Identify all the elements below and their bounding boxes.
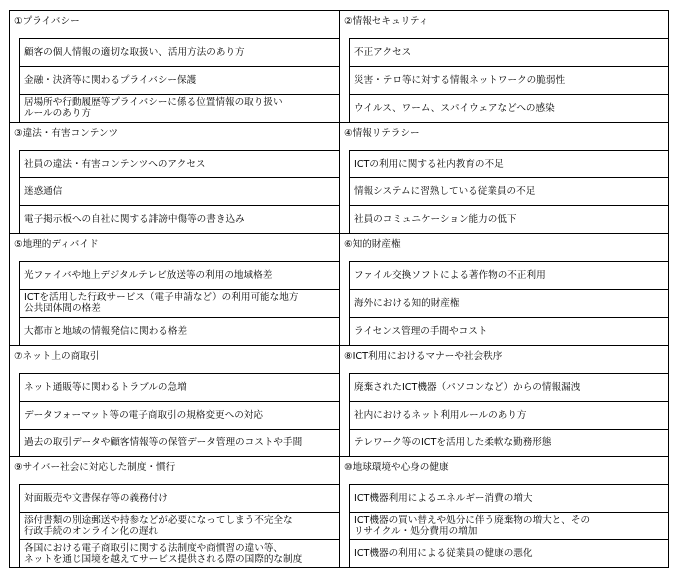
list-item: データフォーマット等の電子商取引の規格変更への対応 bbox=[20, 401, 339, 429]
item-list bbox=[349, 261, 668, 345]
section-geographic-divide bbox=[9, 233, 339, 345]
list-item: 大都市と地域の情報発信に関わる格差 bbox=[20, 317, 339, 345]
section-title: ⑧ICT利用におけるマナーや社会秩序 bbox=[344, 350, 503, 362]
issues-table bbox=[9, 10, 669, 568]
item-list bbox=[19, 150, 339, 234]
item-list bbox=[349, 484, 668, 567]
list-item: テレワーク等のICTを活用した柔軟な勤務形態 bbox=[350, 429, 668, 457]
list-item: 迷惑通信 bbox=[20, 177, 339, 205]
list-item: 社員の違法・有害コンテンツへのアクセス bbox=[20, 150, 339, 178]
list-item: ICT機器の利用による従業員の健康の悪化 bbox=[350, 539, 668, 567]
list-item: 光ファイバや地上デジタルテレビ放送等の利用の地域格差 bbox=[20, 261, 339, 289]
list-item: 情報システムに習熟している従業員の不足 bbox=[350, 177, 668, 205]
list-item: 社員のコミュニケーション能力の低下 bbox=[350, 205, 668, 233]
section-title: ⑥知的財産権 bbox=[344, 239, 401, 251]
section-information-security bbox=[339, 10, 669, 122]
section-title: ⑦ネット上の商取引 bbox=[14, 350, 100, 362]
section-online-commerce bbox=[9, 345, 339, 457]
section-ict-manners bbox=[339, 345, 669, 457]
section-title: ③違法・有害コンテンツ bbox=[14, 127, 119, 139]
list-item: ICTを活用した行政サービス（電子申請など）の利用可能な地方 公共団体間の格差 bbox=[20, 289, 339, 317]
section-title: ⑩地球環境や心身の健康 bbox=[344, 462, 449, 474]
list-item: 電子掲示板への自社に関する誹謗中傷等の書き込み bbox=[20, 205, 339, 233]
list-item: 顧客の個人情報の適切な取扱い、活用方法のあり方 bbox=[20, 38, 339, 66]
list-item: 社内におけるネット利用ルールのあり方 bbox=[350, 401, 668, 429]
section-title: ④情報リテラシー bbox=[344, 127, 420, 139]
section-title: ⑨サイバー社会に対応した制度・慣行 bbox=[14, 462, 176, 474]
list-item: 添付書類の別途郵送や持参などが必要になってしまう不完全な 行政手続のオンライン化の遅れ bbox=[20, 512, 339, 540]
list-item: ファイル交換ソフトによる著作物の不正利用 bbox=[350, 261, 668, 289]
section-title: ②情報セキュリティ bbox=[344, 16, 429, 27]
list-item: 災害・テロ等に対する情報ネットワークの脆弱性 bbox=[350, 66, 668, 94]
item-list bbox=[349, 150, 668, 234]
list-item: ネット通販等に関わるトラブルの急増 bbox=[20, 373, 339, 401]
section-privacy bbox=[9, 10, 339, 122]
section-intellectual-property bbox=[339, 233, 669, 345]
list-item: 廃棄されたICT機器（パソコンなど）からの情報漏洩 bbox=[350, 373, 668, 401]
list-item: 過去の取引データや顧客情報等の保管データ管理のコストや手間 bbox=[20, 429, 339, 457]
item-list bbox=[19, 484, 339, 567]
list-item: ICT機器の買い替えや処分に伴う廃棄物の増大と、その リサイクル・処分費用の増加 bbox=[350, 512, 668, 540]
item-list bbox=[19, 38, 339, 122]
item-list bbox=[349, 373, 668, 457]
section-cyber-society-systems bbox=[9, 456, 339, 568]
list-item: 各国における電子商取引に関する法制度や商慣習の違い等、 ネットを通じ国境を越えてサービス提供される際の国際的な制度 bbox=[20, 539, 339, 567]
item-list bbox=[349, 38, 668, 122]
section-environment-health bbox=[339, 456, 669, 568]
list-item: 対面販売や文書保存等の義務付け bbox=[20, 484, 339, 512]
item-list bbox=[19, 373, 339, 457]
section-title: ①プライバシー bbox=[14, 16, 80, 27]
list-item: 居場所や行動履歴等プライバシーに係る位置情報の取り扱い ルールのあり方 bbox=[20, 94, 339, 122]
item-list bbox=[19, 261, 339, 345]
list-item: 不正アクセス bbox=[350, 38, 668, 66]
list-item: ICTの利用に関する社内教育の不足 bbox=[350, 150, 668, 178]
list-item: 海外における知的財産権 bbox=[350, 289, 668, 317]
section-information-literacy bbox=[339, 122, 669, 234]
list-item: ICT機器利用によるエネルギー消費の増大 bbox=[350, 484, 668, 512]
section-title: ⑤地理的ディバイド bbox=[14, 239, 99, 251]
list-item: ライセンス管理の手間やコスト bbox=[350, 317, 668, 345]
section-illegal-content bbox=[9, 122, 339, 234]
list-item: ウイルス、ワーム、スパイウェアなどへの感染 bbox=[350, 94, 668, 122]
list-item: 金融・決済等に関わるプライバシー保護 bbox=[20, 66, 339, 94]
